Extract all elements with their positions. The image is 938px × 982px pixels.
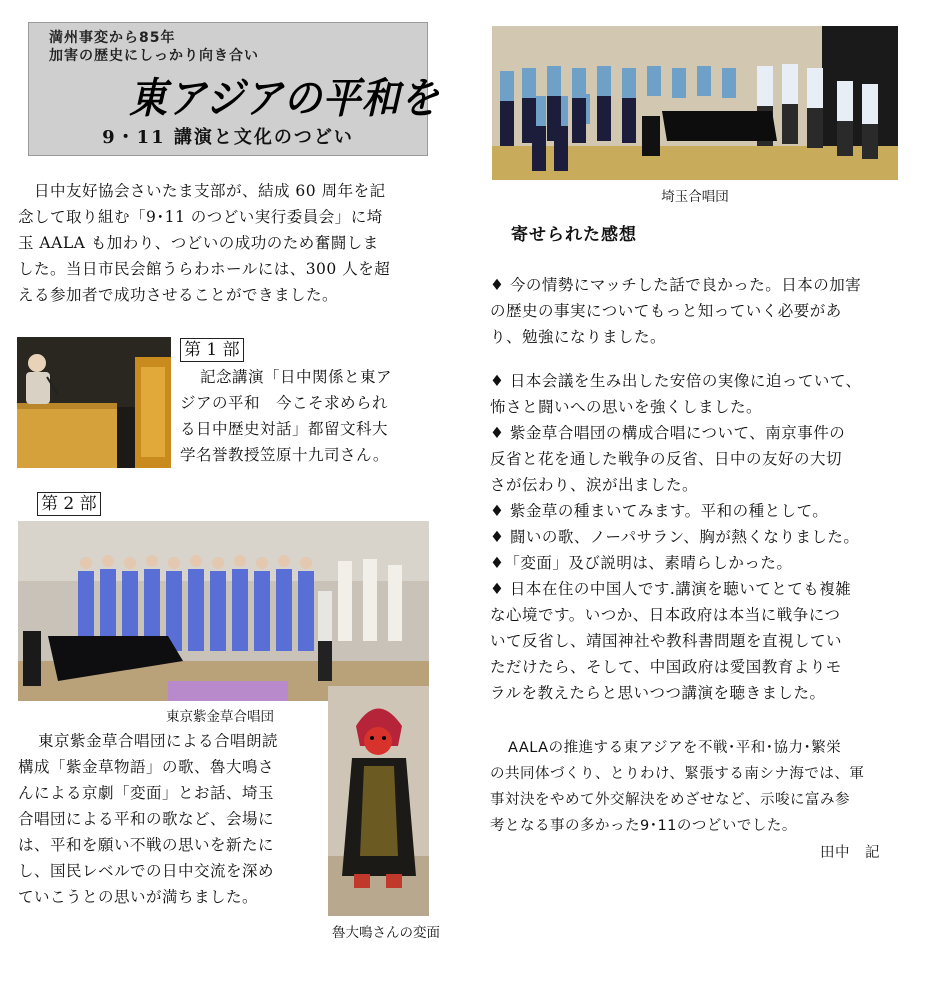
impression-line: ♦ 日本会議を生み出した安倍の実像に迫っていて、 (490, 372, 862, 390)
impression-line: り、勉強になりました。 (490, 328, 667, 346)
closing-line: 事対決をやめて外交解決をめざせなど、示唆に富み参 (490, 792, 850, 808)
impression-line: ♦「変面」及び説明は、素晴らしかった。 (490, 554, 793, 572)
intro-paragraph (18, 178, 430, 308)
part2-label: 第 2 部 (37, 492, 101, 516)
closing-line: の共同体づくり、とりわけ、緊張する南シナ海では、軍 (490, 766, 865, 782)
part1-text (180, 364, 432, 468)
part1-line: 学名誉教授笠原十九司さん。 (180, 446, 389, 464)
face-changing-photo (328, 686, 429, 916)
lecture-photo (17, 337, 171, 468)
impression-line: ラルを教えたらと思いつつ講演を聴きました。 (490, 684, 826, 702)
intro-line: 念して取り組む「9･11 のつどい実行委員会」に埼 (18, 208, 383, 226)
part2-line: は、平和を願い不戦の思いを新たに (18, 836, 275, 854)
impression-line: ♦ 闘いの歌、ノーパサラン、胸が熱くなりました。 (490, 528, 860, 546)
part1-line: 記念講演「日中関係と東ア (200, 368, 393, 386)
impressions-heading: 寄せられた感想 (511, 225, 637, 245)
impression-line: 怖さと闘いへの思いを強くしました。 (490, 398, 763, 416)
impression-line: ♦ 紫金草合唱団の構成合唱について、南京事件の (490, 424, 846, 442)
main-title: 東アジアの平和を (129, 74, 440, 123)
impression-line: の歴史の事実についてもっと知っていく必要があ (490, 302, 842, 320)
title-kicker-1: 満州事変から85年 (49, 30, 176, 46)
impression-line: ただけたら、そして、中国政府は愛国教育よりモ (490, 658, 842, 676)
closing-paragraph (490, 735, 910, 839)
impression-line: いて反省し、靖国神社や教科書問題を直視してい (490, 632, 843, 650)
title-banner (28, 22, 440, 156)
intro-line: した。当日市民会館うらわホールには、300 人を超 (18, 260, 391, 278)
closing-line: 考となる事の多かった9･11のつどいでした。 (490, 818, 797, 834)
part2-line: ていこうとの思いが満ちました。 (18, 888, 259, 906)
impression-line: な心境です。いつか、日本政府は本当に戦争につ (490, 606, 841, 624)
impression-line: ♦ 今の情勢にマッチした話で良かった。日本の加害 (490, 276, 862, 294)
impression-line: ♦ 紫金草の種まいてみます。平和の種として。 (490, 502, 829, 520)
closing-line: AALAの推進する東アジアを不戦･平和･協力･繁栄 (508, 740, 842, 756)
impression-line: ♦ 日本在住の中国人です.講演を聴いてとても複雑 (490, 580, 852, 598)
tokyo-choir-photo (18, 521, 429, 701)
saitama-choir-caption: 埼玉合唱団 (661, 189, 729, 205)
opera-caption: 魯大鳴さんの変面 (332, 925, 440, 941)
impressions-block-b (490, 368, 910, 706)
part2-line: 構成「紫金草物語」の歌、魯大鳴さ (18, 758, 275, 776)
intro-line: 日中友好協会さいたま支部が、結成 60 周年を記 (34, 182, 386, 200)
title-kicker-2: 加害の歴史にしっかり向き合い (49, 48, 259, 64)
signature: 田中 記 (820, 845, 880, 861)
impressions-block-a (490, 272, 910, 350)
intro-line: 玉 AALA も加わり、つどいの成功のため奮闘しま (18, 234, 379, 252)
part1-label: 第 1 部 (180, 338, 244, 362)
part2-text (18, 728, 328, 910)
part1-line: る日中歴史対話」都留文科大 (180, 420, 389, 438)
intro-line: える参加者で成功させることができました。 (18, 286, 339, 304)
part2-line: んによる京劇「変面」とお話、埼玉 (18, 784, 275, 802)
impression-line: 反省と花を通した戦争の反省、日中の友好の大切 (490, 450, 843, 468)
part1-line: ジアの平和 今こそ求められ (180, 394, 389, 412)
impression-line: さが伝わり、涙が出ました。 (490, 476, 699, 494)
subtitle: 9・11 講演と文化のつどい (102, 127, 354, 148)
part2-line: 合唱団による平和の歌など、会場に (18, 810, 275, 828)
saitama-choir-photo (492, 26, 898, 180)
tokyo-choir-caption: 東京紫金草合唱団 (166, 709, 274, 725)
part2-line: 東京紫金草合唱団による合唱朗読 (38, 732, 279, 750)
part2-line: し、国民レベルでの日中交流を深め (18, 862, 275, 880)
